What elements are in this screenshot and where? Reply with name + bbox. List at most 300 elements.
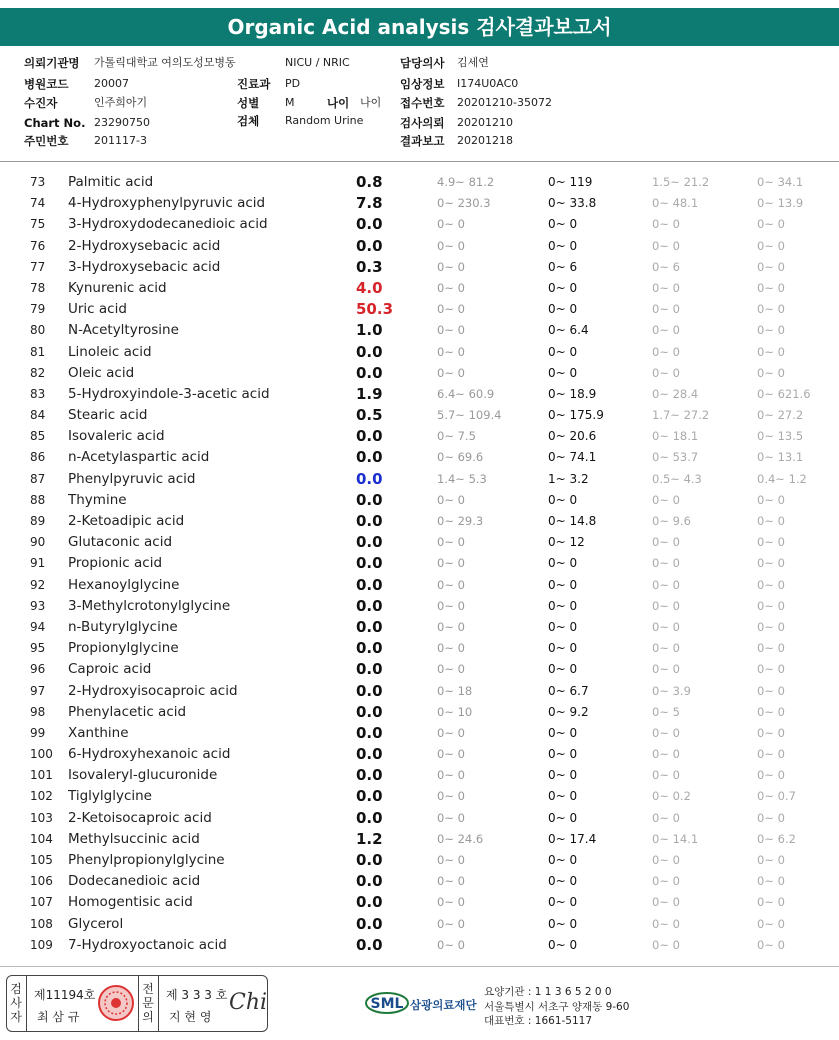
- reference-range-1: 0~ 0: [437, 598, 465, 613]
- reference-range-3: 0~ 0: [652, 535, 680, 550]
- reference-range-1: 0~ 0: [437, 323, 465, 338]
- inspector-label-1: 검: [10, 982, 22, 996]
- analyte-name: Uric acid: [68, 301, 127, 318]
- reference-range-3: 0~ 9.6: [652, 514, 691, 528]
- reference-range-2: 0~ 0: [548, 577, 578, 592]
- result-value: 0.0: [356, 639, 383, 658]
- reference-range-4: 0~ 0: [757, 535, 785, 550]
- lab-address: [484, 985, 629, 1029]
- reference-range-1: 0~ 0: [437, 535, 465, 550]
- row-number: 82: [30, 365, 46, 380]
- result-value: 0.0: [356, 787, 383, 806]
- reference-range-2: 0~ 20.6: [548, 429, 597, 444]
- chart-no-label: Chart No.: [24, 116, 86, 130]
- reference-range-3: 0~ 0: [652, 323, 680, 338]
- reference-range-4: 0~ 0: [757, 768, 785, 783]
- reference-range-1: 0~ 0: [437, 810, 465, 825]
- reference-range-4: 0~ 621.6: [757, 386, 811, 401]
- result-value: 0.0: [356, 596, 383, 615]
- ssn-value: 201117-3: [94, 134, 147, 147]
- analyte-name: Hexanoylglycine: [68, 576, 180, 593]
- reference-range-1: 6.4~ 60.9: [437, 386, 495, 401]
- reference-range-4: 0~ 0: [757, 810, 785, 825]
- row-number: 85: [30, 429, 46, 444]
- row-number: 107: [30, 895, 53, 910]
- reference-range-2: 0~ 0: [548, 895, 578, 910]
- row-number: 75: [30, 217, 46, 232]
- reference-range-2: 0~ 119: [548, 175, 593, 189]
- table-row: [0, 299, 839, 320]
- result-value: 0.0: [356, 723, 383, 742]
- report-date-label: 결과보고: [400, 134, 445, 148]
- analyte-name: Oleic acid: [68, 364, 135, 381]
- patient-label: 수진자: [24, 96, 58, 110]
- clinical-info-value: I174U0AC0: [457, 77, 519, 90]
- row-number: 103: [30, 810, 53, 825]
- analyte-name: Phenylacetic acid: [68, 703, 187, 720]
- reference-range-4: 0~ 0: [757, 704, 785, 719]
- reference-range-2: 0~ 0: [548, 238, 578, 253]
- reference-range-1: 0~ 0: [437, 492, 465, 507]
- table-row: [0, 659, 839, 680]
- reference-range-3: 0~ 0: [652, 365, 680, 380]
- reference-range-3: 0~ 53.7: [652, 450, 699, 465]
- table-row: [0, 786, 839, 807]
- info-divider: [0, 161, 839, 162]
- reference-range-4: 0~ 0: [757, 725, 785, 740]
- row-number: 97: [30, 683, 46, 698]
- reference-range-4: 0~ 0: [757, 238, 785, 253]
- row-number: 105: [30, 853, 53, 867]
- reference-range-3: 0~ 0: [652, 916, 680, 931]
- row-number: 91: [30, 556, 46, 571]
- reference-range-3: 0~ 14.1: [652, 831, 699, 846]
- row-number: 80: [30, 323, 46, 338]
- reference-range-3: 0~ 0: [652, 598, 680, 613]
- reference-range-4: 0~ 13.9: [757, 196, 804, 211]
- reference-range-2: 0~ 6.7: [548, 683, 589, 698]
- reference-range-1: 0~ 0: [437, 365, 465, 380]
- reference-range-3: 0~ 0: [652, 810, 680, 825]
- analyte-name: 3-Hydroxysebacic acid: [68, 258, 221, 275]
- result-value: 50.3: [356, 300, 394, 319]
- result-value: 0.0: [356, 448, 383, 467]
- result-value: 0.0: [356, 363, 383, 382]
- reference-range-3: 0~ 0: [652, 641, 680, 656]
- signature-box: [6, 975, 268, 1032]
- result-value: 0.0: [356, 935, 383, 954]
- analyte-name: 7-Hydroxyoctanoic acid: [68, 936, 227, 953]
- reference-range-4: 0~ 27.2: [757, 408, 804, 423]
- table-row: [0, 490, 839, 511]
- analyte-name: Thymine: [68, 491, 127, 508]
- reference-range-3: 0~ 0: [652, 217, 680, 232]
- reference-range-2: 0~ 33.8: [548, 196, 597, 211]
- analyte-name: Glutaconic acid: [68, 534, 173, 551]
- result-value: 0.0: [356, 808, 383, 827]
- reference-range-2: 0~ 0: [548, 747, 578, 762]
- analyte-name: n-Acetylaspartic acid: [68, 449, 210, 466]
- row-number: 88: [30, 492, 46, 507]
- specialist-name: 지 현 영: [169, 1010, 212, 1024]
- reference-range-3: 0~ 0.2: [652, 789, 691, 804]
- reference-range-3: 0~ 0: [652, 344, 680, 359]
- age-label: 나이: [327, 96, 350, 110]
- reference-range-3: 0~ 18.1: [652, 429, 699, 444]
- lab-street-address: 서울특별시 서초구 양재동 9-60: [484, 1000, 630, 1013]
- reference-range-2: 0~ 74.1: [548, 450, 597, 465]
- analyte-name: Kynurenic acid: [68, 279, 167, 296]
- table-row: [0, 236, 839, 257]
- row-number: 92: [30, 577, 46, 592]
- reference-range-4: 0~ 0: [757, 853, 785, 867]
- table-row: [0, 511, 839, 532]
- reference-range-4: 0~ 6.2: [757, 831, 796, 846]
- reference-range-2: 0~ 0: [548, 853, 578, 867]
- table-row: [0, 765, 839, 786]
- reference-range-3: 0~ 5: [652, 704, 680, 719]
- results-table: [0, 172, 839, 956]
- reference-range-4: 0~ 0: [757, 217, 785, 232]
- row-number: 109: [30, 937, 53, 952]
- reference-range-3: 0~ 0: [652, 874, 680, 889]
- table-row: [0, 447, 839, 468]
- ssn-label: 주민번호: [24, 134, 69, 148]
- reference-range-3: 0~ 0: [652, 937, 680, 952]
- reference-range-1: 0~ 0: [437, 344, 465, 359]
- specimen-label: 검체: [237, 114, 260, 128]
- reference-range-1: 0~ 24.6: [437, 831, 484, 846]
- reference-range-4: 0~ 0: [757, 874, 785, 889]
- row-number: 94: [30, 619, 46, 634]
- reference-range-4: 0~ 0: [757, 323, 785, 338]
- table-row: [0, 723, 839, 744]
- reference-range-3: 0~ 0: [652, 895, 680, 910]
- reference-range-4: 0~ 0: [757, 577, 785, 592]
- analyte-name: 5-Hydroxyindole-3-acetic acid: [68, 385, 270, 402]
- reference-range-3: 0~ 48.1: [652, 196, 699, 211]
- request-value: 20201210: [457, 116, 513, 129]
- svg-text:SML: SML: [370, 996, 404, 1012]
- inspector-name: 최 삼 규: [37, 1010, 80, 1024]
- institution-value: 가톨릭대학교 여의도성모병동: [94, 56, 236, 69]
- table-row: [0, 681, 839, 702]
- row-number: 79: [30, 302, 46, 317]
- reference-range-4: 0~ 0: [757, 916, 785, 931]
- reference-range-4: 0~ 0: [757, 302, 785, 317]
- reference-range-1: 0~ 0: [437, 874, 465, 889]
- patient-info-block: [0, 52, 839, 162]
- result-value: 0.0: [356, 766, 383, 785]
- reference-range-4: 0~ 0: [757, 344, 785, 359]
- table-row: [0, 426, 839, 447]
- ward-value: NICU / NRIC: [285, 56, 350, 69]
- table-row: [0, 808, 839, 829]
- row-number: 84: [30, 408, 46, 423]
- table-row: [0, 384, 839, 405]
- reference-range-1: 0~ 0: [437, 895, 465, 910]
- reference-range-1: 0~ 0: [437, 302, 465, 317]
- analyte-name: Homogentisic acid: [68, 894, 193, 911]
- analyte-name: 2-Ketoisocaproic acid: [68, 809, 212, 826]
- analyte-name: 2-Ketoadipic acid: [68, 513, 185, 529]
- table-row: [0, 257, 839, 278]
- reference-range-2: 0~ 0: [548, 556, 578, 571]
- result-value: 0.0: [356, 427, 383, 446]
- reference-range-4: 0~ 0.7: [757, 789, 796, 804]
- table-row: [0, 871, 839, 892]
- table-row: [0, 278, 839, 299]
- specialist-license-no: 제 3 3 3 호: [166, 988, 228, 1002]
- reference-range-1: 1.4~ 5.3: [437, 471, 487, 486]
- analyte-name: Glycerol: [68, 915, 124, 932]
- row-number: 74: [30, 196, 46, 211]
- row-number: 102: [30, 789, 53, 804]
- reference-range-1: 0~ 0: [437, 853, 465, 867]
- row-number: 83: [30, 386, 46, 401]
- reference-range-4: 0~ 0: [757, 259, 785, 274]
- result-value: 0.0: [356, 851, 383, 869]
- reference-range-2: 0~ 14.8: [548, 514, 597, 528]
- analyte-name: 4-Hydroxyphenylpyruvic acid: [68, 195, 266, 212]
- result-value: 0.0: [356, 215, 383, 234]
- footer-divider: [0, 966, 839, 967]
- reference-range-1: 0~ 0: [437, 619, 465, 634]
- reference-range-3: 0~ 28.4: [652, 386, 699, 401]
- reference-range-2: 0~ 0: [548, 641, 578, 656]
- receipt-value: 20201210-35072: [457, 96, 552, 109]
- reference-range-3: 0~ 6: [652, 259, 680, 274]
- reference-range-1: 0~ 69.6: [437, 450, 484, 465]
- clinical-info-label: 임상정보: [400, 77, 445, 91]
- result-value: 0.0: [356, 745, 383, 764]
- reference-range-1: 0~ 29.3: [437, 514, 484, 528]
- specimen-value: Random Urine: [285, 114, 364, 127]
- dept-value: PD: [285, 77, 301, 90]
- row-number: 106: [30, 874, 53, 889]
- reference-range-4: 0~ 0: [757, 747, 785, 762]
- reference-range-4: 0~ 0: [757, 556, 785, 571]
- table-row: [0, 342, 839, 363]
- dept-label: 진료과: [237, 77, 271, 91]
- result-value: 1.0: [356, 321, 383, 340]
- reference-range-1: 4.9~ 81.2: [437, 175, 495, 189]
- reference-range-1: 0~ 0: [437, 725, 465, 740]
- reference-range-3: 0~ 0: [652, 238, 680, 253]
- reference-range-3: 0~ 0: [652, 556, 680, 571]
- reference-range-1: 0~ 0: [437, 280, 465, 295]
- reference-range-3: 1.7~ 27.2: [652, 408, 710, 423]
- reference-range-2: 0~ 18.9: [548, 386, 597, 401]
- reference-range-1: 0~ 0: [437, 747, 465, 762]
- reference-range-3: 0~ 0: [652, 280, 680, 295]
- table-row: [0, 469, 839, 490]
- reference-range-1: 0~ 230.3: [437, 196, 491, 211]
- row-number: 87: [30, 471, 46, 486]
- reference-range-4: 0~ 0: [757, 619, 785, 634]
- result-value: 0.0: [356, 702, 383, 721]
- reference-range-4: 0~ 0: [757, 937, 785, 952]
- reference-range-2: 1~ 3.2: [548, 471, 589, 486]
- specialist-label-1: 전: [142, 982, 154, 996]
- reference-range-2: 0~ 12: [548, 535, 585, 550]
- reference-range-1: 0~ 0: [437, 937, 465, 952]
- reference-range-1: 0~ 0: [437, 259, 465, 274]
- table-row: [0, 892, 839, 913]
- reference-range-2: 0~ 0: [548, 874, 578, 889]
- result-value: 0.0: [356, 490, 383, 509]
- analyte-name: Phenylpropionylglycine: [68, 852, 225, 868]
- reference-range-1: 0~ 0: [437, 238, 465, 253]
- reference-range-3: 0~ 0: [652, 768, 680, 783]
- reference-range-2: 0~ 0: [548, 217, 578, 232]
- table-row: [0, 850, 839, 871]
- result-value: 0.0: [356, 575, 383, 594]
- reference-range-2: 0~ 6.4: [548, 323, 589, 338]
- reference-range-2: 0~ 0: [548, 598, 578, 613]
- row-number: 77: [30, 259, 46, 274]
- row-number: 99: [30, 725, 46, 740]
- reference-range-4: 0~ 0: [757, 683, 785, 698]
- result-value: 0.0: [356, 554, 383, 573]
- reference-range-1: 0~ 0: [437, 641, 465, 656]
- table-row: [0, 702, 839, 723]
- row-number: 86: [30, 450, 46, 465]
- chart-no-value: 23290750: [94, 116, 150, 129]
- lab-code: 요양기관 : 1 1 3 6 5 2 0 0: [484, 986, 612, 998]
- reference-range-4: 0~ 0: [757, 895, 785, 910]
- analyte-name: 3-Methylcrotonylglycine: [68, 597, 231, 614]
- result-value: 0.0: [356, 236, 383, 255]
- result-value: 1.9: [356, 384, 383, 403]
- result-value: 0.8: [356, 173, 383, 191]
- table-row: [0, 172, 839, 193]
- table-row: [0, 596, 839, 617]
- reference-range-4: 0~ 13.5: [757, 429, 804, 444]
- analyte-name: Propionylglycine: [68, 640, 179, 657]
- reference-range-1: 0~ 0: [437, 768, 465, 783]
- reference-range-3: 0~ 0: [652, 725, 680, 740]
- reference-range-2: 0~ 0: [548, 619, 578, 634]
- report-title: Organic Acid analysis 검사결과보고서: [0, 8, 839, 46]
- row-number: 96: [30, 662, 46, 677]
- sml-logo-icon: [365, 988, 409, 1022]
- reference-range-1: 0~ 0: [437, 577, 465, 592]
- inspector-license-no: 제11194호: [34, 988, 96, 1002]
- result-value: 7.8: [356, 194, 383, 213]
- reference-range-4: 0~ 0: [757, 641, 785, 656]
- table-row: [0, 405, 839, 426]
- row-number: 76: [30, 238, 46, 253]
- reference-range-1: 0~ 0: [437, 556, 465, 571]
- reference-range-3: 0~ 3.9: [652, 683, 691, 698]
- reference-range-1: 0~ 0: [437, 662, 465, 677]
- result-value: 0.3: [356, 257, 383, 276]
- row-number: 93: [30, 598, 46, 613]
- result-value: 0.0: [356, 342, 383, 361]
- reference-range-2: 0~ 175.9: [548, 408, 604, 423]
- reference-range-1: 0~ 0: [437, 217, 465, 232]
- reference-range-4: 0~ 0: [757, 492, 785, 507]
- specialist-label-2: 문: [142, 996, 154, 1010]
- analyte-name: Linoleic acid: [68, 343, 152, 360]
- reference-range-2: 0~ 0: [548, 768, 578, 783]
- reference-range-3: 0~ 0: [652, 492, 680, 507]
- analyte-name: Tiglylglycine: [68, 788, 152, 805]
- official-seal-icon: [97, 984, 135, 1022]
- result-value: 0.0: [356, 469, 383, 488]
- reference-range-3: 0~ 0: [652, 302, 680, 317]
- analyte-name: 3-Hydroxydodecanedioic acid: [68, 216, 268, 233]
- analyte-name: Xanthine: [68, 724, 129, 741]
- row-number: 104: [30, 831, 53, 846]
- row-number: 78: [30, 280, 46, 295]
- reference-range-4: 0.4~ 1.2: [757, 471, 807, 486]
- result-value: 0.0: [356, 512, 383, 530]
- table-row: [0, 829, 839, 850]
- handwritten-signature: Chi: [229, 990, 268, 1015]
- analyte-name: 2-Hydroxyisocaproic acid: [68, 682, 238, 699]
- analyte-name: Isovaleryl-glucuronide: [68, 767, 218, 784]
- table-row: [0, 193, 839, 214]
- lab-phone: 대표번호 : 1661-5117: [484, 1015, 593, 1027]
- inspector-label-3: 자: [10, 1010, 22, 1024]
- row-number: 81: [30, 344, 46, 359]
- analyte-name: Phenylpyruvic acid: [68, 470, 196, 487]
- analyte-name: N-Acetyltyrosine: [68, 322, 179, 339]
- row-number: 98: [30, 704, 46, 719]
- reference-range-3: 0.5~ 4.3: [652, 471, 702, 486]
- row-number: 89: [30, 514, 46, 528]
- row-number: 108: [30, 916, 53, 931]
- result-value: 1.2: [356, 829, 383, 848]
- reference-range-2: 0~ 17.4: [548, 831, 597, 846]
- analyte-name: Stearic acid: [68, 407, 148, 424]
- inspector-label-2: 사: [10, 996, 22, 1010]
- reference-range-2: 0~ 9.2: [548, 704, 589, 719]
- table-row: [0, 914, 839, 935]
- reference-range-2: 0~ 0: [548, 810, 578, 825]
- institution-label: 의뢰기관명: [24, 56, 80, 70]
- reference-range-2: 0~ 0: [548, 937, 578, 952]
- reference-range-2: 0~ 0: [548, 662, 578, 677]
- row-number: 101: [30, 768, 53, 783]
- reference-range-1: 5.7~ 109.4: [437, 408, 502, 423]
- table-row: [0, 575, 839, 596]
- reference-range-4: 0~ 0: [757, 514, 785, 528]
- reference-range-3: 0~ 0: [652, 853, 680, 867]
- table-row: [0, 320, 839, 341]
- analyte-name: Palmitic acid: [68, 174, 154, 190]
- doctor-label: 담당의사: [400, 56, 445, 70]
- table-row: [0, 214, 839, 235]
- analyte-name: 6-Hydroxyhexanoic acid: [68, 746, 231, 763]
- reference-range-4: 0~ 0: [757, 365, 785, 380]
- analyte-name: Isovaleric acid: [68, 428, 165, 445]
- analyte-name: 2-Hydroxysebacic acid: [68, 237, 221, 254]
- row-number: 73: [30, 175, 46, 189]
- reference-range-2: 0~ 6: [548, 259, 578, 274]
- analyte-name: n-Butyrylglycine: [68, 618, 178, 635]
- hospital-code-value: 20007: [94, 77, 129, 90]
- table-row: [0, 363, 839, 384]
- result-value: 4.0: [356, 278, 383, 297]
- reference-range-1: 0~ 0: [437, 789, 465, 804]
- receipt-label: 접수번호: [400, 96, 445, 110]
- result-value: 0.0: [356, 660, 383, 679]
- row-number: 90: [30, 535, 46, 550]
- specialist-label-3: 의: [142, 1010, 154, 1024]
